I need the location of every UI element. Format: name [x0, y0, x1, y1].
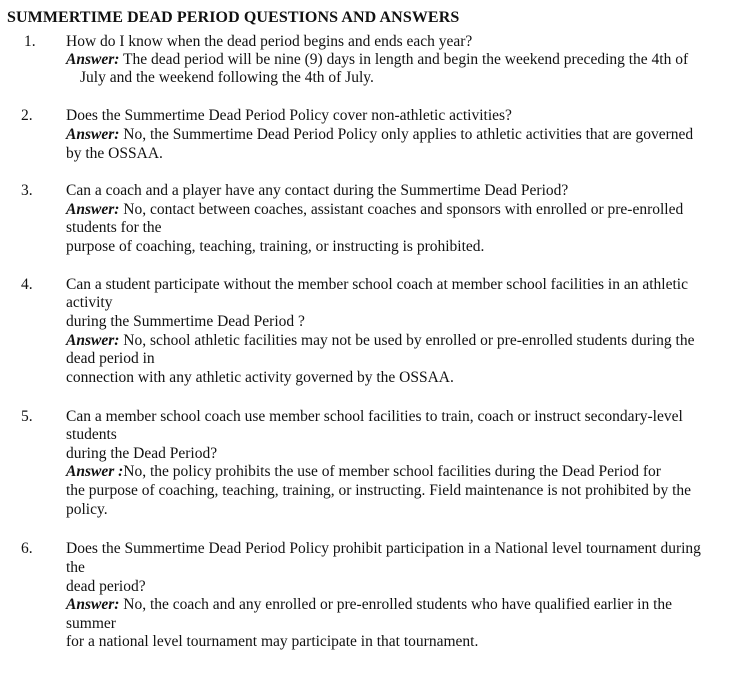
answer-text: July and the weekend following the 4th of July.: [80, 69, 374, 86]
question-text: Does the Summertime Dead Period Policy cover non-athletic activities?: [66, 107, 512, 124]
answer-text: policy.: [66, 501, 108, 518]
answer-label: Answer:: [66, 596, 120, 613]
answer-line: [66, 201, 683, 219]
answer-line: [66, 596, 672, 614]
answer-label: Answer:: [66, 201, 120, 218]
item-number: 2.: [21, 107, 33, 124]
question-text: the: [66, 559, 85, 576]
item-number: 3.: [21, 182, 33, 199]
question-text: How do I know when the dead period begins and ends each year?: [66, 33, 473, 50]
answer-label: Answer:: [66, 332, 120, 349]
item-number: 6.: [21, 540, 33, 557]
answer-line: [66, 332, 694, 350]
answer-text: dead period in: [66, 350, 155, 367]
answer-label: Answer:: [66, 126, 120, 143]
question-text: activity: [66, 294, 113, 311]
question-text: Can a member school coach use member school facilities to train, coach or instruct secondary-level: [66, 408, 683, 425]
question-text: Can a coach and a player have any contact during the Summertime Dead Period?: [66, 182, 569, 199]
item-number: 5.: [21, 408, 33, 425]
item-number: 1.: [24, 33, 36, 50]
answer-text: No, the policy prohibits the use of member school facilities during the Dead Period for: [123, 463, 661, 480]
item-number: 4.: [21, 276, 33, 293]
answer-text: for a national level tournament may participate in that tournament.: [66, 633, 479, 650]
answer-text: summer: [66, 615, 116, 632]
question-text: Does the Summertime Dead Period Policy prohibit participation in a National level tournament during: [66, 540, 701, 557]
answer-text: No, the coach and any enrolled or pre-enrolled students who have qualified earlier in the: [123, 596, 673, 613]
answer-text: No, contact between coaches, assistant coaches and sponsors with enrolled or pre-enrolled: [123, 201, 684, 218]
document-title: SUMMERTIME DEAD PERIOD QUESTIONS AND ANSWERS: [7, 9, 460, 26]
question-text: Can a student participate without the member school coach at member school facilities in an athletic: [66, 276, 688, 293]
answer-line: [66, 51, 688, 69]
answer-text: purpose of coaching, teaching, training, or instructing is prohibited.: [66, 238, 485, 255]
question-text: during the Summertime Dead Period ?: [66, 313, 305, 330]
answer-text: the purpose of coaching, teaching, training, or instructing. Field maintenance is not prohibited by the: [66, 482, 692, 499]
question-text: during the Dead Period?: [66, 445, 218, 462]
answer-line: [66, 463, 661, 481]
answer-label: Answer:: [66, 51, 120, 68]
answer-label: Answer :: [66, 463, 124, 480]
answer-text: The dead period will be nine (9) days in length and begin the weekend preceding the 4th of: [123, 51, 689, 68]
question-text: students: [66, 426, 117, 443]
answer-text: No, school athletic facilities may not be used by enrolled or pre-enrolled students during the: [123, 332, 695, 349]
question-text: dead period?: [66, 578, 146, 595]
answer-text: No, the Summertime Dead Period Policy only applies to athletic activities that are governed: [123, 126, 694, 143]
answer-text: students for the: [66, 219, 162, 236]
answer-text: connection with any athletic activity governed by the OSSAA.: [66, 369, 454, 386]
answer-text: by the OSSAA.: [66, 145, 163, 162]
answer-line: [66, 126, 693, 144]
